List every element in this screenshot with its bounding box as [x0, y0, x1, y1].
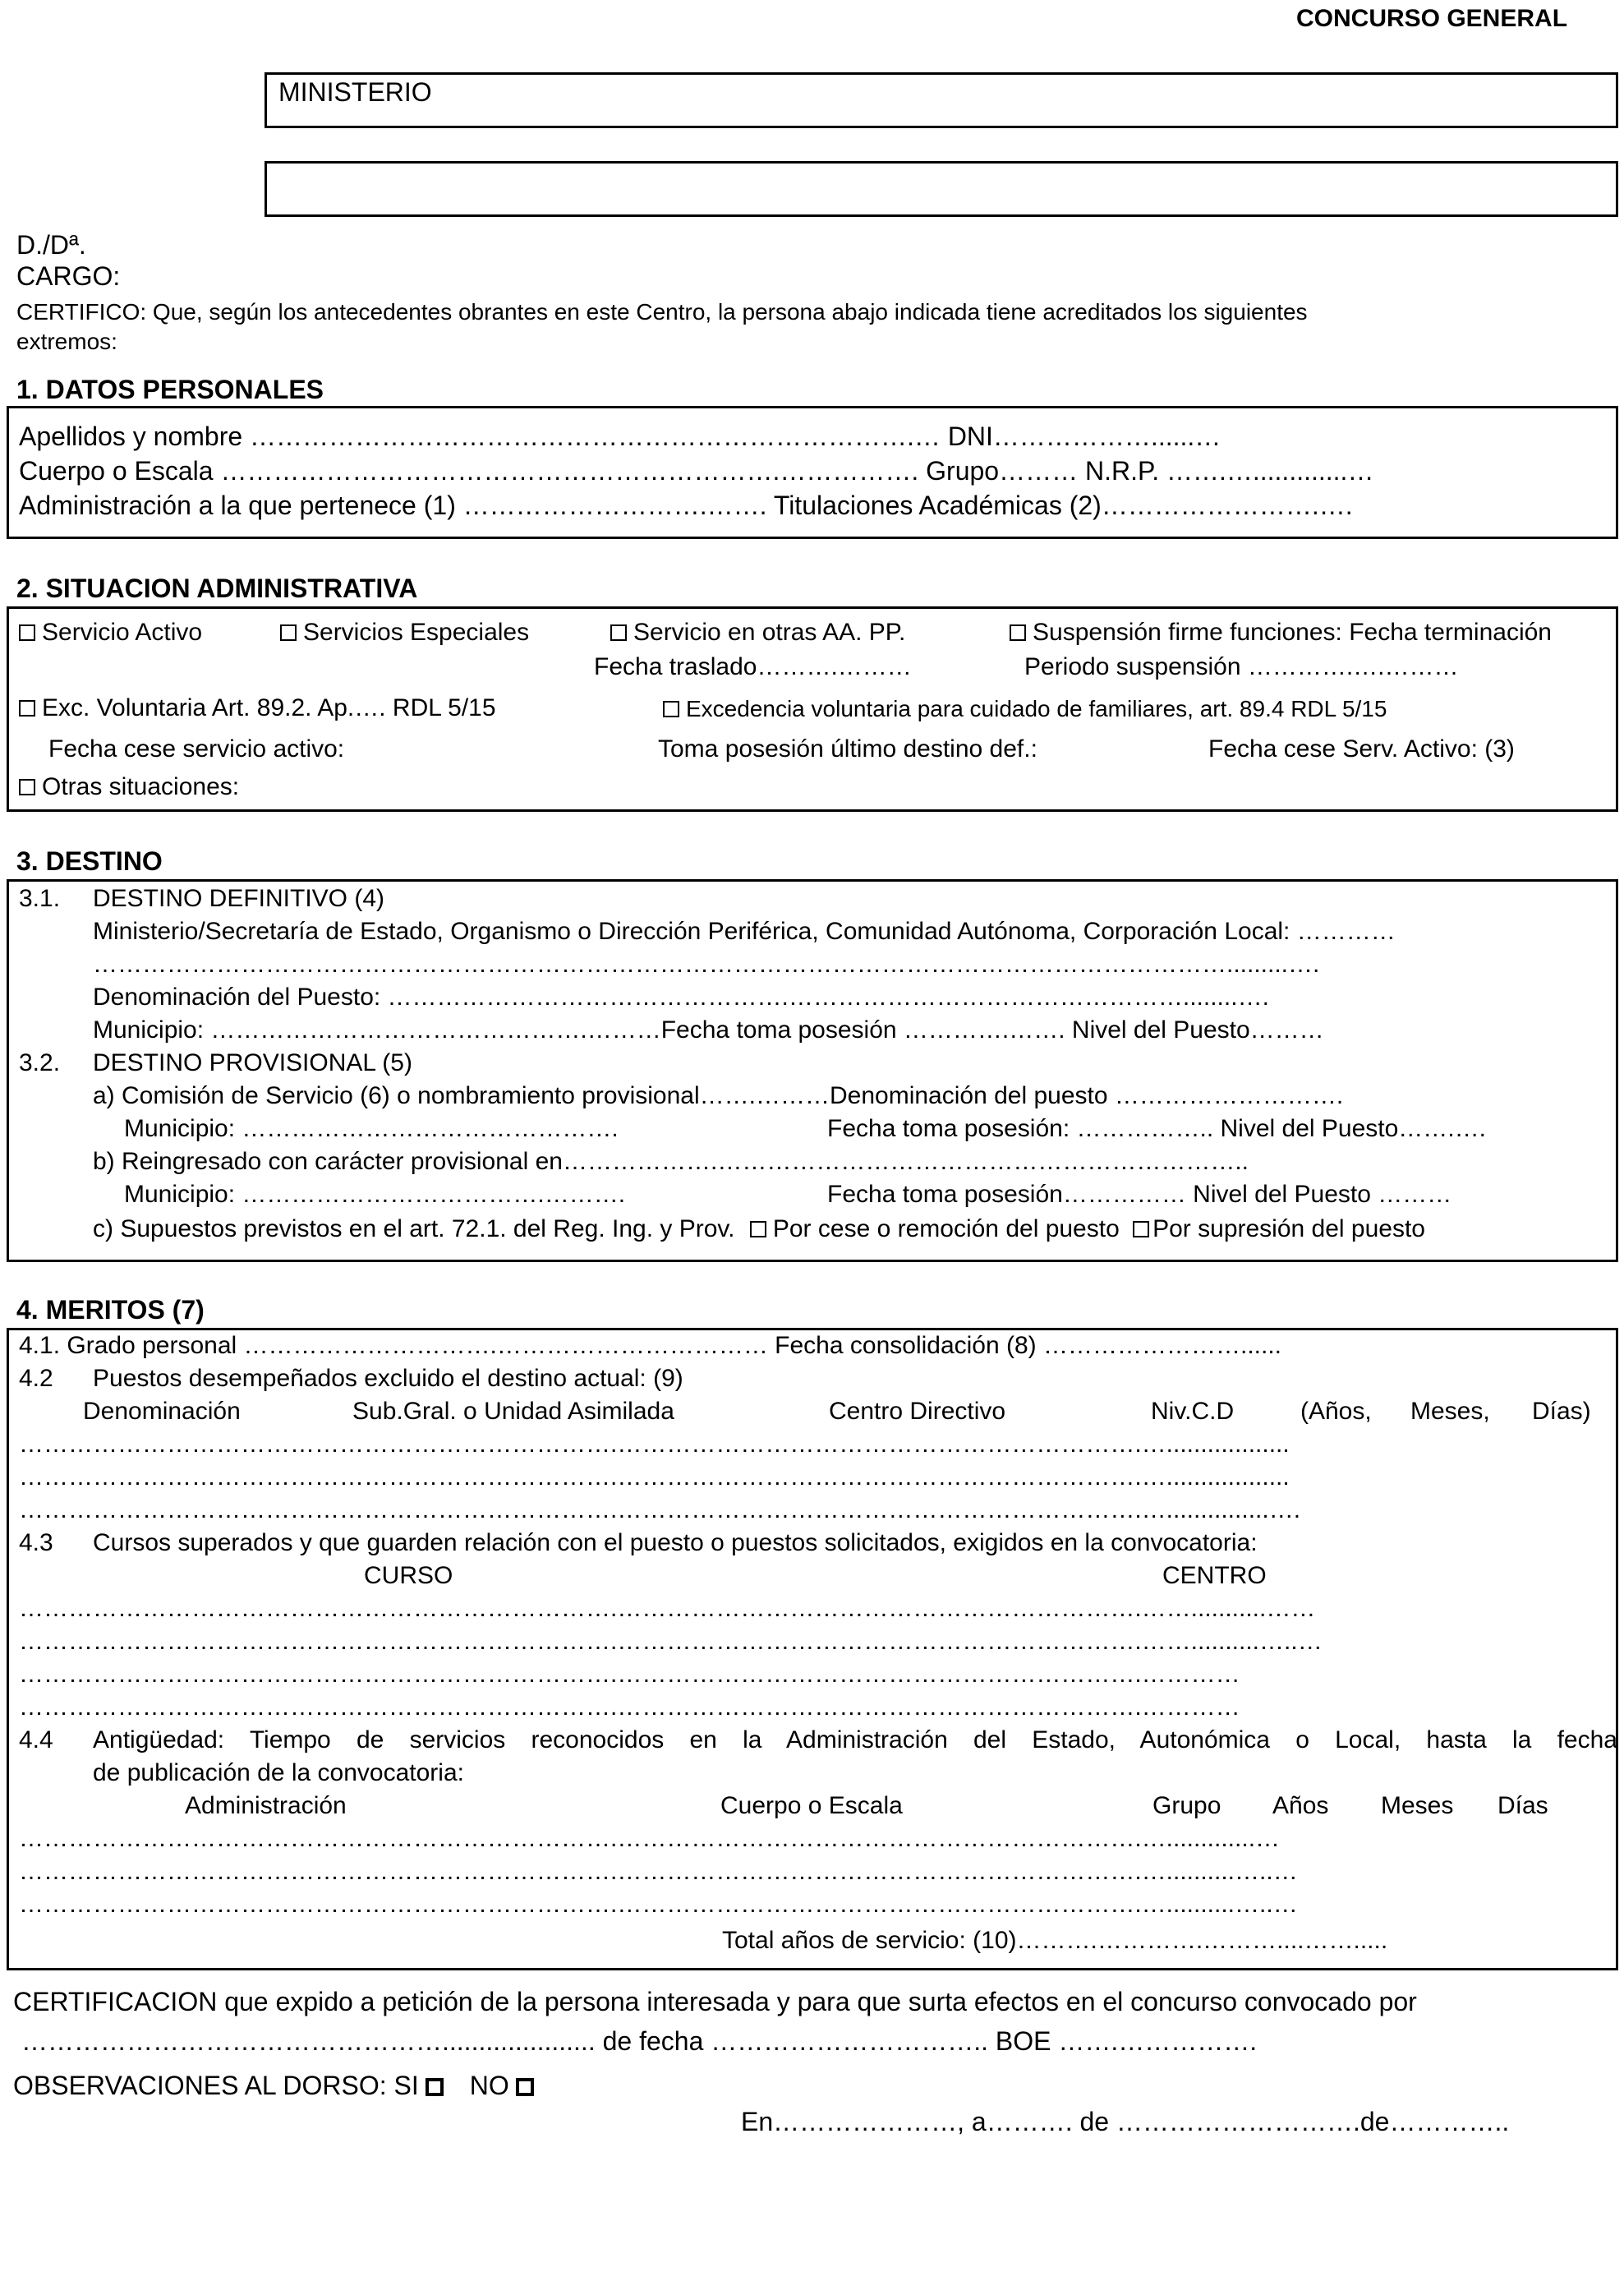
comision-fecha-nivel[interactable]: Fecha toma posesión: …………….. Nivel del Puesto…….…. [827, 1115, 1486, 1142]
col-administracion: Administración [185, 1792, 347, 1819]
certificacion-line-1: CERTIFICACION que expido a petición de la persona interesada y para que surta efectos en el concurso convocado por [13, 1987, 1417, 2016]
col-nivcd: Niv.C.D [1151, 1398, 1235, 1425]
datos-personales-box [7, 406, 1618, 539]
cuerpo-line[interactable]: Cuerpo o Escala ……………………………………………………….……………. Grupo……… N.R.P. …….….............… [19, 456, 1374, 486]
col-centro-directivo: Centro Directivo [829, 1398, 1006, 1425]
supuestos-label: c) Supuestos previstos en el art. 72.1. del Reg. Ing. y Prov. [93, 1215, 735, 1242]
periodo-suspension[interactable]: Periodo suspensión ………….….……… [1024, 653, 1459, 680]
ministerio-subfield[interactable] [265, 161, 1618, 217]
n44: 4.4 [19, 1726, 53, 1753]
option-label: Otras situaciones: [42, 773, 240, 800]
option-servicios-especiales[interactable] [280, 619, 529, 647]
cursos-row[interactable]: ……………………………………………………………….……………………………………………………….………… [19, 1661, 1240, 1688]
option-label: Exc. Voluntaria Art. 89.2. Ap.…. RDL 5/15 [42, 694, 496, 721]
col-meses-44: Meses [1381, 1792, 1454, 1819]
destino-definitivo-organismo-cont[interactable]: ………………………………………………………………………………………………………………………….........…. [93, 951, 1320, 978]
checkbox-icon[interactable] [280, 624, 297, 641]
reingresado-municipio[interactable]: Municipio: ……………………………….………. [124, 1181, 626, 1208]
option-otras-situaciones[interactable] [19, 773, 239, 801]
col-cuerpo-escala: Cuerpo o Escala [720, 1792, 903, 1819]
checkbox-icon[interactable] [750, 1221, 766, 1237]
option-servicio-activo[interactable] [19, 619, 202, 647]
cursos-row[interactable]: ……………………………………………………………….……………………………………………………….……..........…..… [19, 1628, 1323, 1655]
puestos-row[interactable]: ……………………………………………………………….……………………………………………………….….................. [19, 1463, 1290, 1491]
col-grupo: Grupo [1152, 1792, 1221, 1819]
n32: 3.2. [19, 1049, 61, 1076]
checkbox-icon[interactable] [1010, 624, 1026, 641]
option-label: Suspensión firme funciones: Fecha terminación [1033, 619, 1552, 646]
destino-definitivo-title: DESTINO DEFINITIVO (4) [93, 885, 385, 912]
supresion-label: Por supresión del puesto [1152, 1215, 1425, 1242]
cursos-row[interactable]: ……………………………………………………………….……………………………………………………….………… [19, 1693, 1240, 1721]
option-label: Servicio Activo [42, 619, 203, 646]
observaciones-line [13, 2071, 534, 2101]
destino-definitivo-organismo[interactable]: Ministerio/Secretaría de Estado, Organismo o Dirección Periférica, Comunidad Autónoma, Corporación Local: ………… [93, 918, 1396, 945]
ministerio-label: MINISTERIO [278, 77, 432, 107]
antiguedad-row[interactable]: ……………………………………………………………….……………………………………………………….…..........…..… [19, 1858, 1298, 1885]
destino-definitivo-puesto[interactable]: Denominación del Puesto: ………………………………………….…………………………………………........…. [93, 984, 1269, 1011]
meritos-box [7, 1328, 1618, 1970]
grado-personal-line[interactable]: 4.1. Grado personal ………………………….…………………………… Fecha consolidación (8) ……………………...... [19, 1332, 1282, 1359]
col-dias: Días) [1532, 1398, 1591, 1425]
antiguedad-row[interactable]: ……………………………………………………………….……………………………………………………….….............… [19, 1825, 1281, 1852]
cargo-label: CARGO: [16, 261, 121, 291]
n43: 4.3 [19, 1529, 53, 1556]
n31: 3.1. [19, 885, 61, 912]
col-subgral: Sub.Gral. o Unidad Asimilada [352, 1398, 674, 1425]
certificacion-line-2[interactable]: …………………………………………..................... de fecha ………………………….. BOE …….……………. [21, 2026, 1258, 2056]
comision-municipio[interactable]: Municipio: ………………………………………. [124, 1115, 619, 1142]
option-label: Excedencia voluntaria para cuidado de familiares, art. 89.4 RDL 5/15 [686, 696, 1387, 721]
antiguedad-title-2: de publicación de la convocatoria: [93, 1759, 464, 1786]
cursos-row[interactable]: ……………………………………………………………….……………………………………………………….……...........…… [19, 1595, 1316, 1622]
dd-label: D./Dª. [16, 230, 86, 260]
antiguedad-row[interactable]: ……………………………………………………………….……………………………………………………….…..........…..… [19, 1891, 1298, 1918]
option-otras-aapp[interactable] [610, 619, 905, 647]
checkbox-icon[interactable] [19, 779, 35, 795]
certifico-line-2: extremos: [16, 329, 117, 354]
total-anos-servicio[interactable]: Total años de servicio: (10)……….………….………....……..... [722, 1927, 1388, 1954]
administracion-line[interactable]: Administración a la que pertenece (1) ……………………….……. Titulaciones Académicas (2)…………………….…. [19, 491, 1353, 520]
reingresado-fecha-nivel[interactable]: Fecha toma posesión…………… Nivel del Puesto ……… [827, 1181, 1452, 1208]
destino-provisional-title: DESTINO PROVISIONAL (5) [93, 1049, 412, 1076]
option-exc-familiares[interactable] [663, 696, 1387, 722]
certifico-line-1: CERTIFICO: Que, según los antecedentes obrantes en este Centro, la persona abajo indicada tiene acreditados los siguientes [16, 299, 1308, 325]
observaciones-label: OBSERVACIONES AL DORSO: SI [13, 2071, 419, 2100]
col-dias-44: Días [1497, 1792, 1548, 1819]
situacion-administrativa-box [7, 606, 1618, 812]
checkbox-icon[interactable] [1133, 1221, 1149, 1237]
puestos-row[interactable]: ……………………………………………………………….……………………………………………………….….................. [19, 1431, 1290, 1458]
cese-label: Por cese o remoción del puesto [772, 1215, 1120, 1242]
fecha-cese-serv-label: Fecha cese Serv. Activo: (3) [1208, 735, 1515, 763]
destino-box [7, 879, 1618, 1262]
col-anos-44: Años [1272, 1792, 1329, 1819]
supuestos-line [93, 1215, 1425, 1243]
no-label: NO [469, 2071, 509, 2100]
col-anos: (Años, [1300, 1398, 1372, 1425]
destino-definitivo-municipio[interactable]: Municipio: ……………………………………….………Fecha toma posesión ………….……. Nivel del Puesto……… [93, 1016, 1324, 1044]
col-meses: Meses, [1410, 1398, 1490, 1425]
ministerio-field[interactable] [265, 72, 1618, 128]
col-denominacion: Denominación [83, 1398, 241, 1425]
col-curso: CURSO [364, 1562, 453, 1589]
comision-servicio-line[interactable]: a) Comisión de Servicio (6) o nombramiento provisional…….………Denominación del puesto ………………………. [93, 1082, 1344, 1109]
section-4-title: 4. MERITOS (7) [16, 1295, 205, 1325]
apellidos-line[interactable]: Apellidos y nombre ………………………………………………………………….… DNI………………......… [19, 422, 1221, 451]
section-3-title: 3. DESTINO [16, 846, 163, 876]
fecha-traslado[interactable]: Fecha traslado……….……… [594, 653, 912, 680]
si-checkbox-icon[interactable] [426, 2078, 444, 2096]
option-suspension[interactable] [1010, 619, 1552, 647]
section-1-title: 1. DATOS PERSONALES [16, 375, 324, 404]
option-label: Servicios Especiales [303, 619, 530, 646]
no-checkbox-icon[interactable] [516, 2078, 534, 2096]
option-label: Servicio en otras AA. PP. [633, 619, 906, 646]
puestos-row[interactable]: ……………………………………………………………….……………………………………………………….…...............…. [19, 1496, 1301, 1523]
n42: 4.2 [19, 1365, 53, 1392]
option-exc-voluntaria[interactable] [19, 694, 496, 722]
checkbox-icon[interactable] [610, 624, 627, 641]
cursos-title: Cursos superados y que guarden relación con el puesto o puestos solicitados, exigidos en la convocatoria: [93, 1529, 1258, 1556]
fecha-cese-label: Fecha cese servicio activo: [48, 735, 345, 763]
checkbox-icon[interactable] [663, 701, 679, 717]
document-title: CONCURSO GENERAL [1296, 5, 1568, 32]
col-centro: CENTRO [1162, 1562, 1267, 1589]
checkbox-icon[interactable] [19, 624, 35, 641]
lugar-fecha-line[interactable]: En…………………, a………. de ……………………….de………….. [741, 2107, 1510, 2136]
reingresado-line[interactable]: b) Reingresado con carácter provisional en……………….……………………………………………………….. [93, 1148, 1249, 1175]
puestos-title: Puestos desempeñados excluido el destino actual: (9) [93, 1365, 683, 1392]
toma-posesion-label: Toma posesión último destino def.: [658, 735, 1037, 763]
checkbox-icon[interactable] [19, 700, 35, 717]
section-2-title: 2. SITUACION ADMINISTRATIVA [16, 574, 418, 603]
antiguedad-title-1: Antigüedad: Tiempo de servicios reconocidos en la Administración del Estado, Autonómica o Local, hasta la fecha [93, 1726, 1617, 1753]
